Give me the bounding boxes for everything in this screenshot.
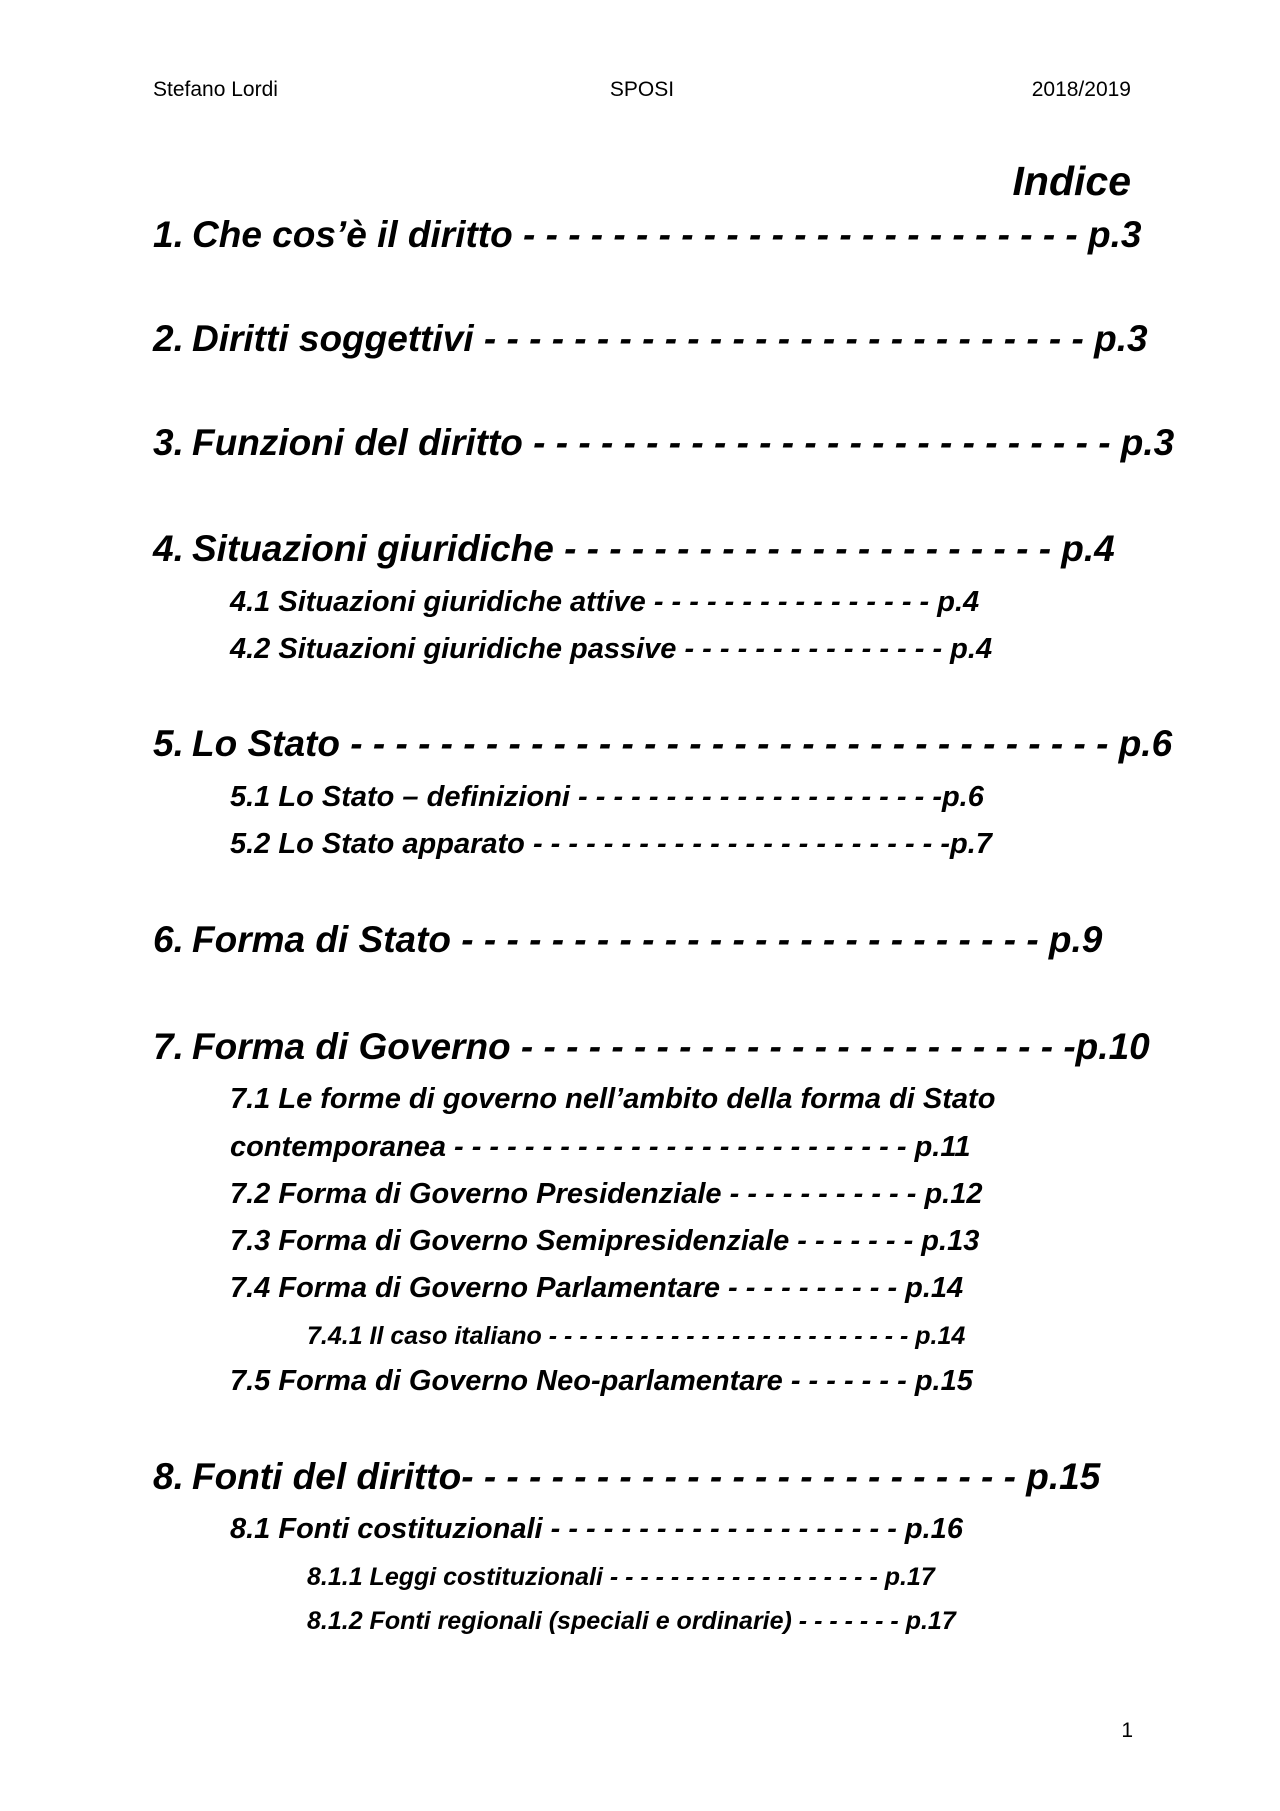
- toc-entry-text: Forma di Governo - - - - - - - - - - - - - - - - - - - - - - - - -p.10: [192, 1026, 1150, 1067]
- toc-entry-text: Lo Stato - - - - - - - - - - - - - - - - - - - - - - - - - - - - - - - - - - p.6: [192, 723, 1173, 764]
- toc-entry-7-4-1: 7.4.1 Il caso italiano - - - - - - - - - - - - - - - - - - - - - - - - p.14: [307, 1322, 966, 1350]
- toc-entry-text: Situazioni giuridiche - - - - - - - - - - - - - - - - - - - - - - p.4: [192, 528, 1115, 569]
- toc-entry-text: Diritti soggettivi - - - - - - - - - - - - - - - - - - - - - - - - - - - p.3: [192, 318, 1148, 359]
- toc-entry-text: Funzioni del diritto - - - - - - - - - - - - - - - - - - - - - - - - - - p.3: [192, 422, 1175, 463]
- toc-entry-1: [153, 214, 1141, 256]
- toc-entry-number: 3.: [153, 422, 184, 463]
- toc-entry-7-3: 7.3 Forma di Governo Semipresidenziale - - - - - - - p.13: [230, 1225, 980, 1257]
- toc-entry-8-1: 8.1 Fonti costituzionali - - - - - - - - - - - - - - - - - - - - p.16: [230, 1513, 963, 1545]
- toc-entry-6: [153, 919, 1102, 961]
- toc-entry-7-5: 7.5 Forma di Governo Neo-parlamentare - - - - - - - p.15: [230, 1365, 973, 1397]
- toc-entry-text: Che cos’è il diritto - - - - - - - - - - - - - - - - - - - - - - - - - p.3: [192, 214, 1142, 255]
- toc-entry-7-1-cont: contemporanea - - - - - - - - - - - - - - - - - - - - - - - - - - p.11: [230, 1131, 971, 1163]
- toc-entry-8-1-2: 8.1.2 Fonti regionali (speciali e ordinarie) - - - - - - - p.17: [307, 1607, 956, 1635]
- index-title: Indice: [1012, 158, 1131, 204]
- header-author: Stefano Lordi: [153, 78, 278, 101]
- toc-entry-5-1: 5.1 Lo Stato – definizioni - - - - - - - - - - - - - - - - - - - - -p.6: [230, 781, 984, 813]
- toc-entry-7: [153, 1026, 1150, 1068]
- toc-entry-7-2: 7.2 Forma di Governo Presidenziale - - - - - - - - - - - p.12: [230, 1178, 983, 1210]
- toc-entry-4-1: 4.1 Situazioni giuridiche attive - - - - - - - - - - - - - - - - p.4: [230, 586, 980, 618]
- toc-entry-3: [153, 422, 1174, 464]
- toc-entry-4-2: 4.2 Situazioni giuridiche passive - - - - - - - - - - - - - - - p.4: [230, 633, 993, 665]
- toc-entry-7-1: 7.1 Le forme di governo nell’ambito della forma di Stato: [230, 1083, 996, 1115]
- header-course: SPOSI: [609, 78, 675, 101]
- toc-entry-5: [153, 723, 1172, 765]
- toc-entry-number: 1.: [153, 214, 184, 255]
- toc-entry-number: 7.: [153, 1026, 184, 1067]
- toc-entry-4: [153, 528, 1115, 570]
- toc-entry-text: Forma di Stato - - - - - - - - - - - - - - - - - - - - - - - - - - p.9: [192, 919, 1103, 960]
- toc-entry-number: 4.: [153, 528, 184, 569]
- toc-entry-8-1-1: 8.1.1 Leggi costituzionali - - - - - - - - - - - - - - - - - - p.17: [307, 1563, 935, 1591]
- toc-entry-8: [153, 1456, 1100, 1498]
- page-header: [153, 78, 1131, 108]
- toc-entry-number: 2.: [153, 318, 184, 359]
- toc-entry-text: Fonti del diritto- - - - - - - - - - - - - - - - - - - - - - - - - p.15: [192, 1456, 1101, 1497]
- page-number: 1: [1121, 1719, 1133, 1742]
- toc-entry-2: [153, 318, 1148, 360]
- toc-entry-number: 8.: [153, 1456, 184, 1497]
- toc-entry-5-2: 5.2 Lo Stato apparato - - - - - - - - - - - - - - - - - - - - - - - -p.7: [230, 828, 992, 860]
- toc-entry-number: 6.: [153, 919, 184, 960]
- header-year: 2018/2019: [1031, 78, 1131, 101]
- toc-entry-number: 5.: [153, 723, 184, 764]
- toc-entry-7-4: 7.4 Forma di Governo Parlamentare - - - - - - - - - - p.14: [230, 1272, 964, 1304]
